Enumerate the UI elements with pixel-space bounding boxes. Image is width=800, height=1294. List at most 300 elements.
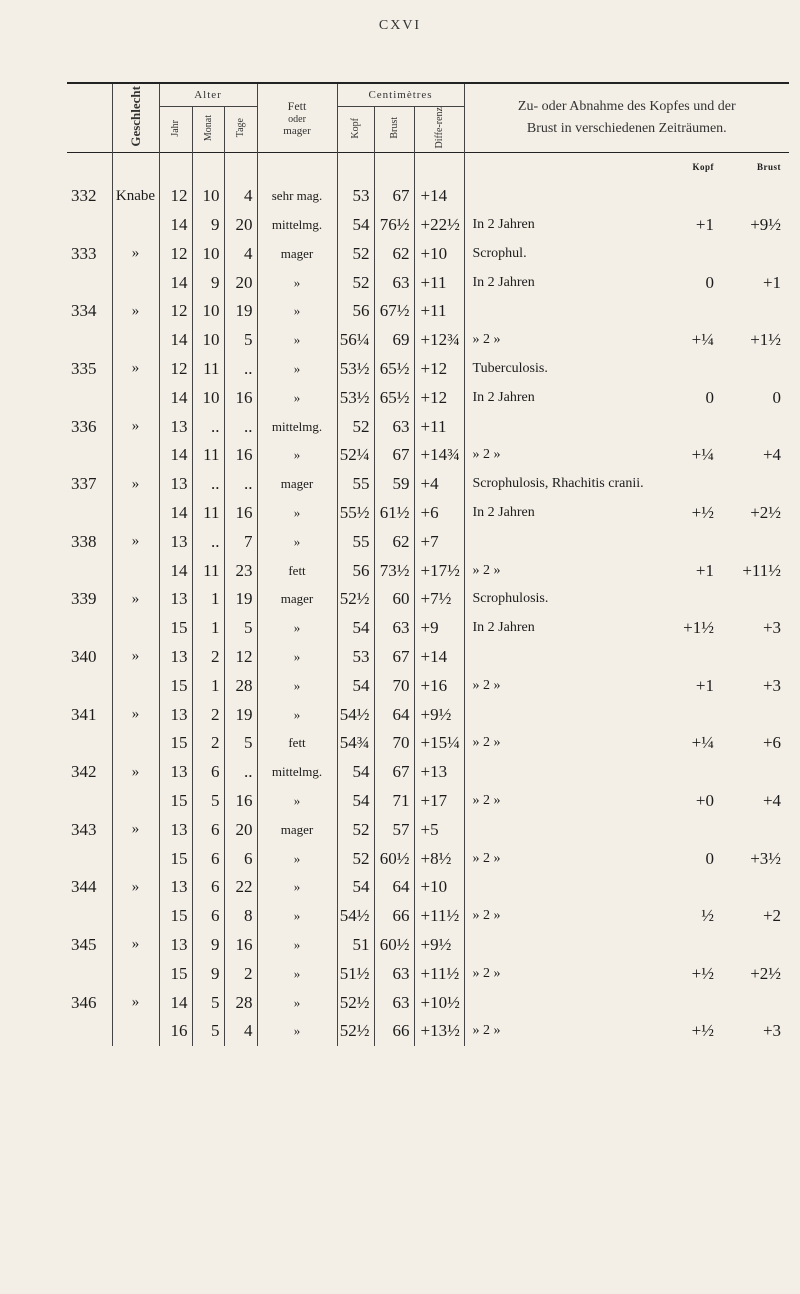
record-number: 335 — [71, 358, 97, 378]
age-months-cell: 2 — [192, 700, 224, 729]
chest-cm-cell: 65½ — [374, 355, 414, 384]
age-days-cell: .. — [224, 470, 257, 499]
chest-change-cell — [722, 758, 789, 787]
difference-cell: +22½ — [414, 211, 464, 240]
chest-cm-cell: 70 — [374, 671, 414, 700]
age-years-cell: 14 — [159, 988, 192, 1017]
age-months-cell: 2 — [192, 729, 224, 758]
age-years-cell: 14 — [159, 441, 192, 470]
fat-status-cell: » — [257, 326, 337, 355]
sex-cell — [112, 671, 159, 700]
sex-cell: » — [112, 758, 159, 787]
chest-change-cell: +2½ — [750, 502, 782, 522]
record-number — [67, 383, 112, 412]
chest-cm-cell: 65½ — [374, 383, 414, 412]
fat-status-cell: » — [257, 988, 337, 1017]
age-years-cell: 12 — [159, 297, 192, 326]
head-change-cell — [655, 643, 722, 672]
header-description: Zu- oder Abnahme des Kopfes und der Brust in verschiedenen Zeiträumen. — [464, 84, 789, 153]
age-months-cell: 5 — [192, 988, 224, 1017]
fat-status-cell: » — [257, 873, 337, 902]
sex-cell — [112, 441, 159, 470]
sex-cell: » — [112, 931, 159, 960]
chest-change-cell: +4 — [762, 790, 782, 810]
table-row — [67, 1017, 789, 1046]
age-years-cell: 12 — [159, 182, 192, 211]
difference-cell: +4 — [414, 470, 464, 499]
record-number — [67, 959, 112, 988]
head-change-cell — [655, 182, 722, 211]
age-days-cell: 20 — [224, 268, 257, 297]
age-days-cell: 12 — [224, 643, 257, 672]
chest-cm-cell: 67 — [374, 758, 414, 787]
table-row — [67, 787, 789, 816]
head-cm-cell: 54 — [337, 614, 374, 643]
header-nr — [67, 84, 112, 153]
note-cell: In 2 Jahren — [464, 614, 655, 643]
difference-cell: +5 — [414, 815, 464, 844]
sex-cell: » — [112, 527, 159, 556]
fat-status-cell: » — [257, 643, 337, 672]
table-row — [67, 527, 789, 556]
head-cm-cell: 54¾ — [337, 729, 374, 758]
head-change-cell: +1 — [695, 675, 715, 695]
table-row — [67, 902, 789, 931]
sex-cell — [112, 729, 159, 758]
difference-cell: +17 — [414, 787, 464, 816]
age-months-cell: 6 — [192, 758, 224, 787]
age-days-cell: 28 — [224, 988, 257, 1017]
head-change-cell — [655, 758, 722, 787]
chest-cm-cell: 76½ — [374, 211, 414, 240]
head-cm-cell: 52½ — [337, 585, 374, 614]
age-years-cell: 13 — [159, 585, 192, 614]
difference-cell: +8½ — [414, 844, 464, 873]
head-cm-cell: 55 — [337, 527, 374, 556]
note-cell: » 2 » — [464, 902, 655, 931]
table-row — [67, 182, 789, 211]
record-number — [67, 326, 112, 355]
table-row — [67, 614, 789, 643]
chest-change-cell: 0 — [772, 387, 782, 407]
table-row — [67, 239, 789, 268]
fat-status-cell: » — [257, 383, 337, 412]
header-geschlecht: Geschlecht — [112, 84, 159, 153]
head-cm-cell: 56 — [337, 556, 374, 585]
head-change-cell: 0 — [705, 272, 715, 292]
table-row — [67, 268, 789, 297]
table-row — [67, 441, 789, 470]
sex-cell: » — [112, 297, 159, 326]
note-cell: » 2 » — [464, 959, 655, 988]
difference-cell: +10 — [414, 239, 464, 268]
sex-cell — [112, 556, 159, 585]
head-change-cell — [655, 815, 722, 844]
chest-cm-cell: 64 — [374, 700, 414, 729]
head-cm-cell: 52 — [337, 239, 374, 268]
head-cm-cell: 54½ — [337, 700, 374, 729]
difference-cell: +9½ — [414, 931, 464, 960]
head-cm-cell: 56 — [337, 297, 374, 326]
record-number — [67, 211, 112, 240]
chest-cm-cell: 63 — [374, 988, 414, 1017]
record-number: 340 — [71, 646, 97, 666]
age-months-cell: 11 — [192, 499, 224, 528]
age-months-cell: 9 — [192, 211, 224, 240]
fat-status-cell: » — [257, 844, 337, 873]
chest-change-cell — [722, 988, 789, 1017]
age-months-cell: .. — [192, 470, 224, 499]
difference-cell: +12 — [414, 355, 464, 384]
age-days-cell: 16 — [224, 931, 257, 960]
fat-status-cell: » — [257, 787, 337, 816]
table-row — [67, 931, 789, 960]
table-row — [67, 700, 789, 729]
header-differenz: Diffe-renz — [414, 107, 464, 153]
head-cm-cell: 53 — [337, 643, 374, 672]
age-days-cell: 28 — [224, 671, 257, 700]
fat-status-cell: mittelmg. — [257, 211, 337, 240]
chest-change-cell — [722, 873, 789, 902]
chest-cm-cell: 66 — [374, 902, 414, 931]
sex-cell — [112, 902, 159, 931]
chest-cm-cell: 67½ — [374, 297, 414, 326]
difference-cell: +9½ — [414, 700, 464, 729]
note-cell: In 2 Jahren — [464, 268, 655, 297]
table-row — [67, 556, 789, 585]
record-number: 344 — [71, 877, 97, 897]
fat-status-cell: mager — [257, 239, 337, 268]
head-change-cell — [655, 931, 722, 960]
age-days-cell: 4 — [224, 1017, 257, 1046]
sex-cell: » — [112, 585, 159, 614]
chest-cm-cell: 57 — [374, 815, 414, 844]
sex-cell: » — [112, 470, 159, 499]
head-change-cell — [655, 239, 722, 268]
age-months-cell: 10 — [192, 297, 224, 326]
table-row — [67, 758, 789, 787]
head-cm-cell: 54 — [337, 671, 374, 700]
age-years-cell: 14 — [159, 211, 192, 240]
age-days-cell: .. — [224, 355, 257, 384]
note-cell — [464, 700, 655, 729]
record-number — [67, 671, 112, 700]
record-number: 338 — [71, 531, 97, 551]
head-cm-cell: 53½ — [337, 355, 374, 384]
note-cell — [464, 988, 655, 1017]
sex-cell — [112, 614, 159, 643]
label-kopf: Kopf — [692, 162, 715, 173]
head-change-cell: +0 — [695, 790, 715, 810]
record-number — [67, 1017, 112, 1046]
difference-cell: +13½ — [414, 1017, 464, 1046]
age-months-cell: 6 — [192, 902, 224, 931]
fat-status-cell: mittelmg. — [257, 758, 337, 787]
head-change-cell — [655, 873, 722, 902]
head-cm-cell: 51½ — [337, 959, 374, 988]
head-cm-cell: 52¼ — [337, 441, 374, 470]
head-change-cell: +¼ — [691, 445, 715, 465]
age-months-cell: 10 — [192, 383, 224, 412]
head-change-cell: +¼ — [691, 733, 715, 753]
age-days-cell: .. — [224, 412, 257, 441]
header-monat: Monat — [192, 107, 224, 153]
note-cell — [464, 815, 655, 844]
fat-status-cell: » — [257, 527, 337, 556]
note-cell: » 2 » — [464, 671, 655, 700]
age-days-cell: 16 — [224, 383, 257, 412]
head-cm-cell: 54 — [337, 211, 374, 240]
age-days-cell: 4 — [224, 239, 257, 268]
age-months-cell: 11 — [192, 355, 224, 384]
head-cm-cell: 53½ — [337, 383, 374, 412]
head-change-cell: ½ — [701, 906, 715, 926]
difference-cell: +16 — [414, 671, 464, 700]
age-months-cell: 10 — [192, 326, 224, 355]
chest-change-cell: +6 — [762, 733, 782, 753]
difference-cell: +9 — [414, 614, 464, 643]
record-number: 339 — [71, 589, 97, 609]
fat-status-cell: » — [257, 700, 337, 729]
note-cell: » 2 » — [464, 1017, 655, 1046]
note-cell: » 2 » — [464, 556, 655, 585]
age-months-cell: 9 — [192, 268, 224, 297]
record-number — [67, 556, 112, 585]
age-years-cell: 15 — [159, 959, 192, 988]
label-brust: Brust — [757, 162, 782, 173]
fat-status-cell: » — [257, 441, 337, 470]
sex-cell — [112, 383, 159, 412]
fat-status-cell: fett — [257, 556, 337, 585]
fat-status-cell: » — [257, 902, 337, 931]
fat-status-cell: sehr mag. — [257, 182, 337, 211]
chest-cm-cell: 59 — [374, 470, 414, 499]
note-cell — [464, 297, 655, 326]
difference-cell: +7½ — [414, 585, 464, 614]
head-cm-cell: 52 — [337, 268, 374, 297]
table-row — [67, 297, 789, 326]
chest-cm-cell: 63 — [374, 412, 414, 441]
sex-cell — [112, 326, 159, 355]
difference-cell: +14 — [414, 643, 464, 672]
head-change-cell: 0 — [705, 387, 715, 407]
age-months-cell: .. — [192, 412, 224, 441]
age-days-cell: 20 — [224, 211, 257, 240]
fat-status-cell: » — [257, 268, 337, 297]
table-row — [67, 815, 789, 844]
difference-cell: +12¾ — [414, 326, 464, 355]
sex-cell — [112, 844, 159, 873]
table-row — [67, 412, 789, 441]
age-years-cell: 15 — [159, 729, 192, 758]
age-days-cell: 19 — [224, 297, 257, 326]
age-days-cell: 19 — [224, 700, 257, 729]
difference-cell: +15¼ — [414, 729, 464, 758]
difference-cell: +13 — [414, 758, 464, 787]
age-years-cell: 13 — [159, 758, 192, 787]
record-number: 336 — [71, 416, 97, 436]
fat-status-cell: » — [257, 1017, 337, 1046]
age-days-cell: 23 — [224, 556, 257, 585]
fat-status-cell: fett — [257, 729, 337, 758]
head-change-cell: +1 — [695, 214, 715, 234]
table-row — [67, 355, 789, 384]
age-days-cell: 2 — [224, 959, 257, 988]
age-years-cell: 13 — [159, 873, 192, 902]
chest-change-cell: +2 — [762, 906, 782, 926]
fat-status-cell: » — [257, 931, 337, 960]
age-years-cell: 15 — [159, 614, 192, 643]
head-cm-cell: 52 — [337, 815, 374, 844]
head-change-cell — [655, 988, 722, 1017]
table-row — [67, 326, 789, 355]
sex-cell — [112, 211, 159, 240]
chest-cm-cell: 63 — [374, 959, 414, 988]
age-months-cell: 6 — [192, 844, 224, 873]
head-change-cell: +1 — [695, 560, 715, 580]
head-cm-cell: 52 — [337, 412, 374, 441]
chest-cm-cell: 67 — [374, 182, 414, 211]
age-years-cell: 15 — [159, 844, 192, 873]
difference-cell: +11½ — [414, 959, 464, 988]
note-cell — [464, 643, 655, 672]
note-cell — [464, 931, 655, 960]
note-cell: » 2 » — [464, 729, 655, 758]
sex-cell: » — [112, 239, 159, 268]
chest-cm-cell: 60½ — [374, 931, 414, 960]
age-months-cell: .. — [192, 527, 224, 556]
difference-cell: +6 — [414, 499, 464, 528]
sex-cell: » — [112, 412, 159, 441]
chest-change-cell: +4 — [762, 445, 782, 465]
age-years-cell: 13 — [159, 700, 192, 729]
age-months-cell: 2 — [192, 643, 224, 672]
header-centimetres: Centimètres — [337, 84, 464, 107]
sex-cell — [112, 1017, 159, 1046]
chest-cm-cell: 60 — [374, 585, 414, 614]
head-change-cell — [655, 355, 722, 384]
head-change-cell: 0 — [705, 848, 715, 868]
age-years-cell: 13 — [159, 643, 192, 672]
difference-cell: +10½ — [414, 988, 464, 1017]
age-years-cell: 15 — [159, 671, 192, 700]
chest-cm-cell: 63 — [374, 268, 414, 297]
table-row — [67, 470, 789, 499]
chest-cm-cell: 61½ — [374, 499, 414, 528]
fat-status-cell: » — [257, 671, 337, 700]
age-days-cell: 7 — [224, 527, 257, 556]
head-cm-cell: 54½ — [337, 902, 374, 931]
note-cell: In 2 Jahren — [464, 211, 655, 240]
chest-change-cell: +3 — [762, 1021, 782, 1041]
note-cell: Scrophulosis, Rhachitis cranii. — [464, 470, 655, 499]
age-days-cell: 5 — [224, 729, 257, 758]
note-cell — [464, 873, 655, 902]
age-months-cell: 10 — [192, 182, 224, 211]
record-number: 332 — [71, 186, 97, 206]
record-number — [67, 844, 112, 873]
sex-cell: Knabe — [112, 182, 159, 211]
chest-change-cell: +3½ — [750, 848, 782, 868]
table-row — [67, 844, 789, 873]
record-number: 342 — [71, 762, 97, 782]
head-change-cell: +½ — [691, 502, 715, 522]
record-number: 341 — [71, 704, 97, 724]
chest-cm-cell: 69 — [374, 326, 414, 355]
note-cell: » 2 » — [464, 787, 655, 816]
sex-cell: » — [112, 988, 159, 1017]
head-change-cell — [655, 297, 722, 326]
chest-change-cell: +1½ — [750, 330, 782, 350]
age-months-cell: 1 — [192, 671, 224, 700]
age-months-cell: 5 — [192, 787, 224, 816]
chest-change-cell — [722, 527, 789, 556]
age-months-cell: 10 — [192, 239, 224, 268]
age-months-cell: 6 — [192, 873, 224, 902]
chest-change-cell — [722, 470, 789, 499]
record-number — [67, 441, 112, 470]
chest-change-cell: +11½ — [742, 560, 782, 580]
record-number: 337 — [71, 474, 97, 494]
sex-cell — [112, 959, 159, 988]
fat-status-cell: » — [257, 959, 337, 988]
age-days-cell: 19 — [224, 585, 257, 614]
table-row — [67, 959, 789, 988]
sex-cell: » — [112, 355, 159, 384]
head-cm-cell: 54 — [337, 873, 374, 902]
note-cell: In 2 Jahren — [464, 383, 655, 412]
fat-status-cell: mager — [257, 815, 337, 844]
age-days-cell: 5 — [224, 326, 257, 355]
chest-change-cell — [722, 355, 789, 384]
difference-cell: +14 — [414, 182, 464, 211]
chest-change-cell: +1 — [762, 272, 782, 292]
record-number: 343 — [71, 819, 97, 839]
chest-change-cell — [722, 643, 789, 672]
sex-cell: » — [112, 700, 159, 729]
age-days-cell: 16 — [224, 499, 257, 528]
chest-cm-cell: 64 — [374, 873, 414, 902]
sex-cell — [112, 499, 159, 528]
head-cm-cell: 52½ — [337, 1017, 374, 1046]
record-number — [67, 729, 112, 758]
difference-cell: +11 — [414, 412, 464, 441]
chest-cm-cell: 67 — [374, 643, 414, 672]
fat-status-cell: mittelmg. — [257, 412, 337, 441]
age-days-cell: 22 — [224, 873, 257, 902]
age-years-cell: 12 — [159, 355, 192, 384]
head-cm-cell: 54 — [337, 787, 374, 816]
difference-cell: +10 — [414, 873, 464, 902]
age-years-cell: 13 — [159, 412, 192, 441]
head-cm-cell: 54 — [337, 758, 374, 787]
sex-cell: » — [112, 873, 159, 902]
age-months-cell: 6 — [192, 815, 224, 844]
note-cell — [464, 527, 655, 556]
record-number — [67, 499, 112, 528]
head-change-cell: +1½ — [683, 618, 715, 638]
record-number: 345 — [71, 934, 97, 954]
table-row — [67, 873, 789, 902]
head-cm-cell: 51 — [337, 931, 374, 960]
head-change-cell — [655, 585, 722, 614]
table-row — [67, 383, 789, 412]
fat-status-cell: » — [257, 499, 337, 528]
table-row — [67, 643, 789, 672]
table-row — [67, 988, 789, 1017]
age-years-cell: 14 — [159, 326, 192, 355]
note-cell — [464, 182, 655, 211]
